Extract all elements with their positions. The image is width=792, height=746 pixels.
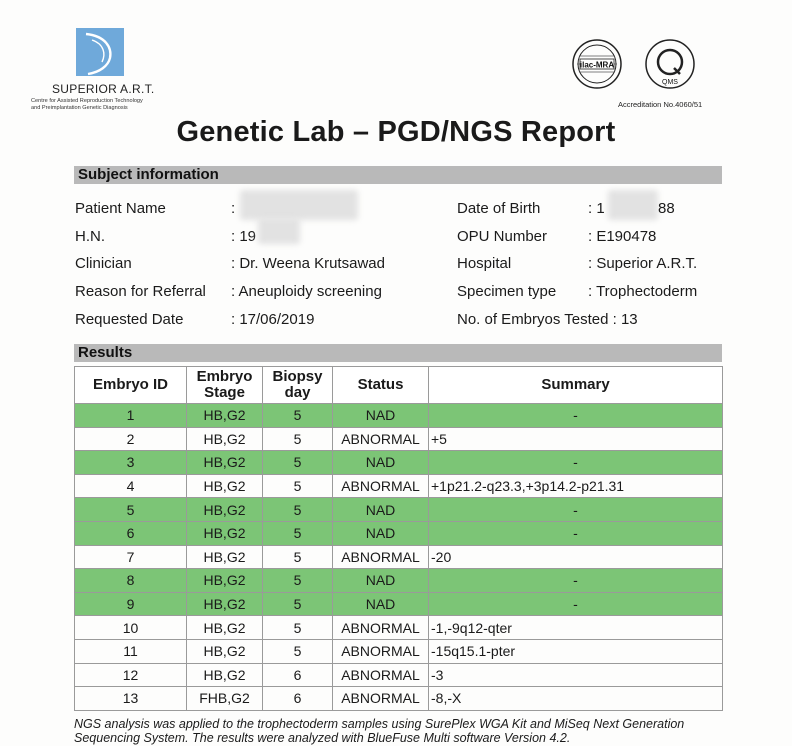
status-cell: ABNORMAL (333, 545, 429, 569)
table-row (75, 639, 723, 663)
embryo-stage-cell: HB,G2 (187, 498, 263, 522)
table-row (75, 474, 723, 498)
status-cell: ABNORMAL (333, 663, 429, 687)
biopsy-day-cell: 5 (263, 451, 333, 475)
summary-cell: -8,-X (429, 687, 723, 711)
status-cell: NAD (333, 569, 429, 593)
results-body (75, 404, 723, 711)
date-of-birth-value: : 1 (588, 200, 605, 217)
biopsy-day-cell: 6 (263, 663, 333, 687)
redaction-blur (258, 218, 300, 244)
embryo-id-cell: 8 (75, 569, 187, 593)
patient-name-value: : (231, 200, 236, 217)
table-row (75, 569, 723, 593)
status-cell: ABNORMAL (333, 639, 429, 663)
specimen-type-label: Specimen type (457, 283, 557, 300)
summary-cell: - (429, 451, 723, 475)
embryo-stage-cell: HB,G2 (187, 592, 263, 616)
table-row (75, 427, 723, 451)
clinician-label: Clinician (75, 255, 132, 272)
embryo-stage-cell: HB,G2 (187, 521, 263, 545)
summary-cell: - (429, 569, 723, 593)
embryo-id-cell: 1 (75, 404, 187, 428)
table-row (75, 404, 723, 428)
summary-cell: -20 (429, 545, 723, 569)
biopsy-day-cell: 5 (263, 616, 333, 640)
biopsy-day-cell: 5 (263, 639, 333, 663)
biopsy-day-cell: 5 (263, 521, 333, 545)
opu-number-value: : E190478 (588, 228, 657, 245)
embryo-stage-cell: HB,G2 (187, 569, 263, 593)
status-cell: ABNORMAL (333, 616, 429, 640)
redaction-blur (608, 190, 658, 220)
status-cell: NAD (333, 404, 429, 428)
embryo-id-cell: 3 (75, 451, 187, 475)
summary-cell: - (429, 498, 723, 522)
column-header-embryo-id: Embryo ID (75, 367, 187, 404)
summary-cell: -3 (429, 663, 723, 687)
clinic-name: SUPERIOR A.R.T. (52, 82, 155, 96)
summary-cell: - (429, 592, 723, 616)
qms-seal (644, 38, 696, 90)
table-row (75, 498, 723, 522)
status-cell: NAD (333, 521, 429, 545)
clinic-subtitle (31, 98, 143, 111)
methodology-footnote: NGS analysis was applied to the trophectoderm samples using SurePlex WGA Kit and MiSeq Next Generation Sequencing System. The results were analyzed with BlueFuse Multi software Version 4.2. (74, 717, 685, 745)
hn-label: H.N. (75, 228, 105, 245)
summary-cell: - (429, 404, 723, 428)
column-header-embryo-stage: Embryo Stage (187, 367, 263, 404)
biopsy-day-cell: 5 (263, 592, 333, 616)
embryo-id-cell: 6 (75, 521, 187, 545)
ilac-mra-seal (571, 38, 623, 90)
summary-cell: -1,-9q12-qter (429, 616, 723, 640)
hospital-value: : Superior A.R.T. (588, 255, 698, 272)
opu-number-label: OPU Number (457, 228, 548, 245)
requested-date-label: Requested Date (75, 311, 184, 328)
table-row (75, 521, 723, 545)
embryo-id-cell: 5 (75, 498, 187, 522)
referral-reason-value: : Aneuploidy screening (231, 283, 382, 300)
status-cell: NAD (333, 498, 429, 522)
summary-cell: - (429, 521, 723, 545)
status-cell: ABNORMAL (333, 427, 429, 451)
status-cell: NAD (333, 592, 429, 616)
report-title: Genetic Lab – PGD/NGS Report (176, 116, 616, 148)
biopsy-day-cell: 5 (263, 569, 333, 593)
embryo-id-cell: 9 (75, 592, 187, 616)
results-table (74, 366, 723, 711)
results-header-row (75, 367, 723, 404)
embryo-stage-cell: HB,G2 (187, 639, 263, 663)
table-row (75, 663, 723, 687)
embryo-id-cell: 2 (75, 427, 187, 451)
accreditation-number: Accreditation No.4060/51 (618, 100, 703, 109)
results-heading: Results (74, 344, 722, 362)
embryo-id-cell: 12 (75, 663, 187, 687)
embryo-stage-cell: FHB,G2 (187, 687, 263, 711)
status-cell: ABNORMAL (333, 687, 429, 711)
clinic-logo-mark (76, 28, 124, 76)
embryo-stage-cell: HB,G2 (187, 451, 263, 475)
ilac-mra-text: ilac-MRA (579, 60, 615, 70)
summary-cell: +1p21.2-q23.3,+3p14.2-p21.31 (429, 474, 723, 498)
summary-cell: -15q15.1-pter (429, 639, 723, 663)
embryo-id-cell: 10 (75, 616, 187, 640)
column-header-status: Status (333, 367, 429, 404)
column-header-biopsy-day: Biopsy day (263, 367, 333, 404)
hn-value: : 19 (231, 228, 257, 245)
table-row (75, 451, 723, 475)
table-row (75, 616, 723, 640)
clinician-value: : Dr. Weena Krutsawad (231, 255, 385, 272)
biopsy-day-cell: 5 (263, 404, 333, 428)
embryo-stage-cell: HB,G2 (187, 404, 263, 428)
column-header-summary: Summary (429, 367, 723, 404)
embryo-id-cell: 7 (75, 545, 187, 569)
referral-reason-label: Reason for Referral (75, 283, 206, 300)
biopsy-day-cell: 6 (263, 687, 333, 711)
clinic-subtitle-line-1: Centre for Assisted Reproduction Technology (31, 98, 143, 104)
table-row (75, 545, 723, 569)
biopsy-day-cell: 5 (263, 474, 333, 498)
status-cell: NAD (333, 451, 429, 475)
qms-text: QMS (662, 79, 678, 86)
embryo-stage-cell: HB,G2 (187, 474, 263, 498)
embryo-stage-cell: HB,G2 (187, 545, 263, 569)
biopsy-day-cell: 5 (263, 498, 333, 522)
date-of-birth-label: Date of Birth (457, 200, 541, 217)
embryo-stage-cell: HB,G2 (187, 663, 263, 687)
clinic-subtitle-line-2: and Preimplantation Genetic Diagnosis (31, 104, 128, 111)
specimen-type-value: : Trophectoderm (588, 283, 698, 300)
embryo-id-cell: 13 (75, 687, 187, 711)
table-row (75, 592, 723, 616)
biopsy-day-cell: 5 (263, 427, 333, 451)
patient-name-label: Patient Name (75, 200, 166, 217)
table-row (75, 687, 723, 711)
biopsy-day-cell: 5 (263, 545, 333, 569)
subject-info-heading: Subject information (74, 166, 722, 184)
embryo-id-cell: 4 (75, 474, 187, 498)
requested-date-value: : 17/06/2019 (231, 311, 315, 328)
embryos-tested-label: No. of Embryos Tested : 13 (457, 311, 638, 328)
embryo-stage-cell: HB,G2 (187, 427, 263, 451)
redaction-blur (240, 190, 358, 220)
embryo-stage-cell: HB,G2 (187, 616, 263, 640)
date-of-birth-value-tail: 88 (658, 200, 675, 217)
summary-cell: +5 (429, 427, 723, 451)
status-cell: ABNORMAL (333, 474, 429, 498)
embryo-id-cell: 11 (75, 639, 187, 663)
hospital-label: Hospital (457, 255, 512, 272)
